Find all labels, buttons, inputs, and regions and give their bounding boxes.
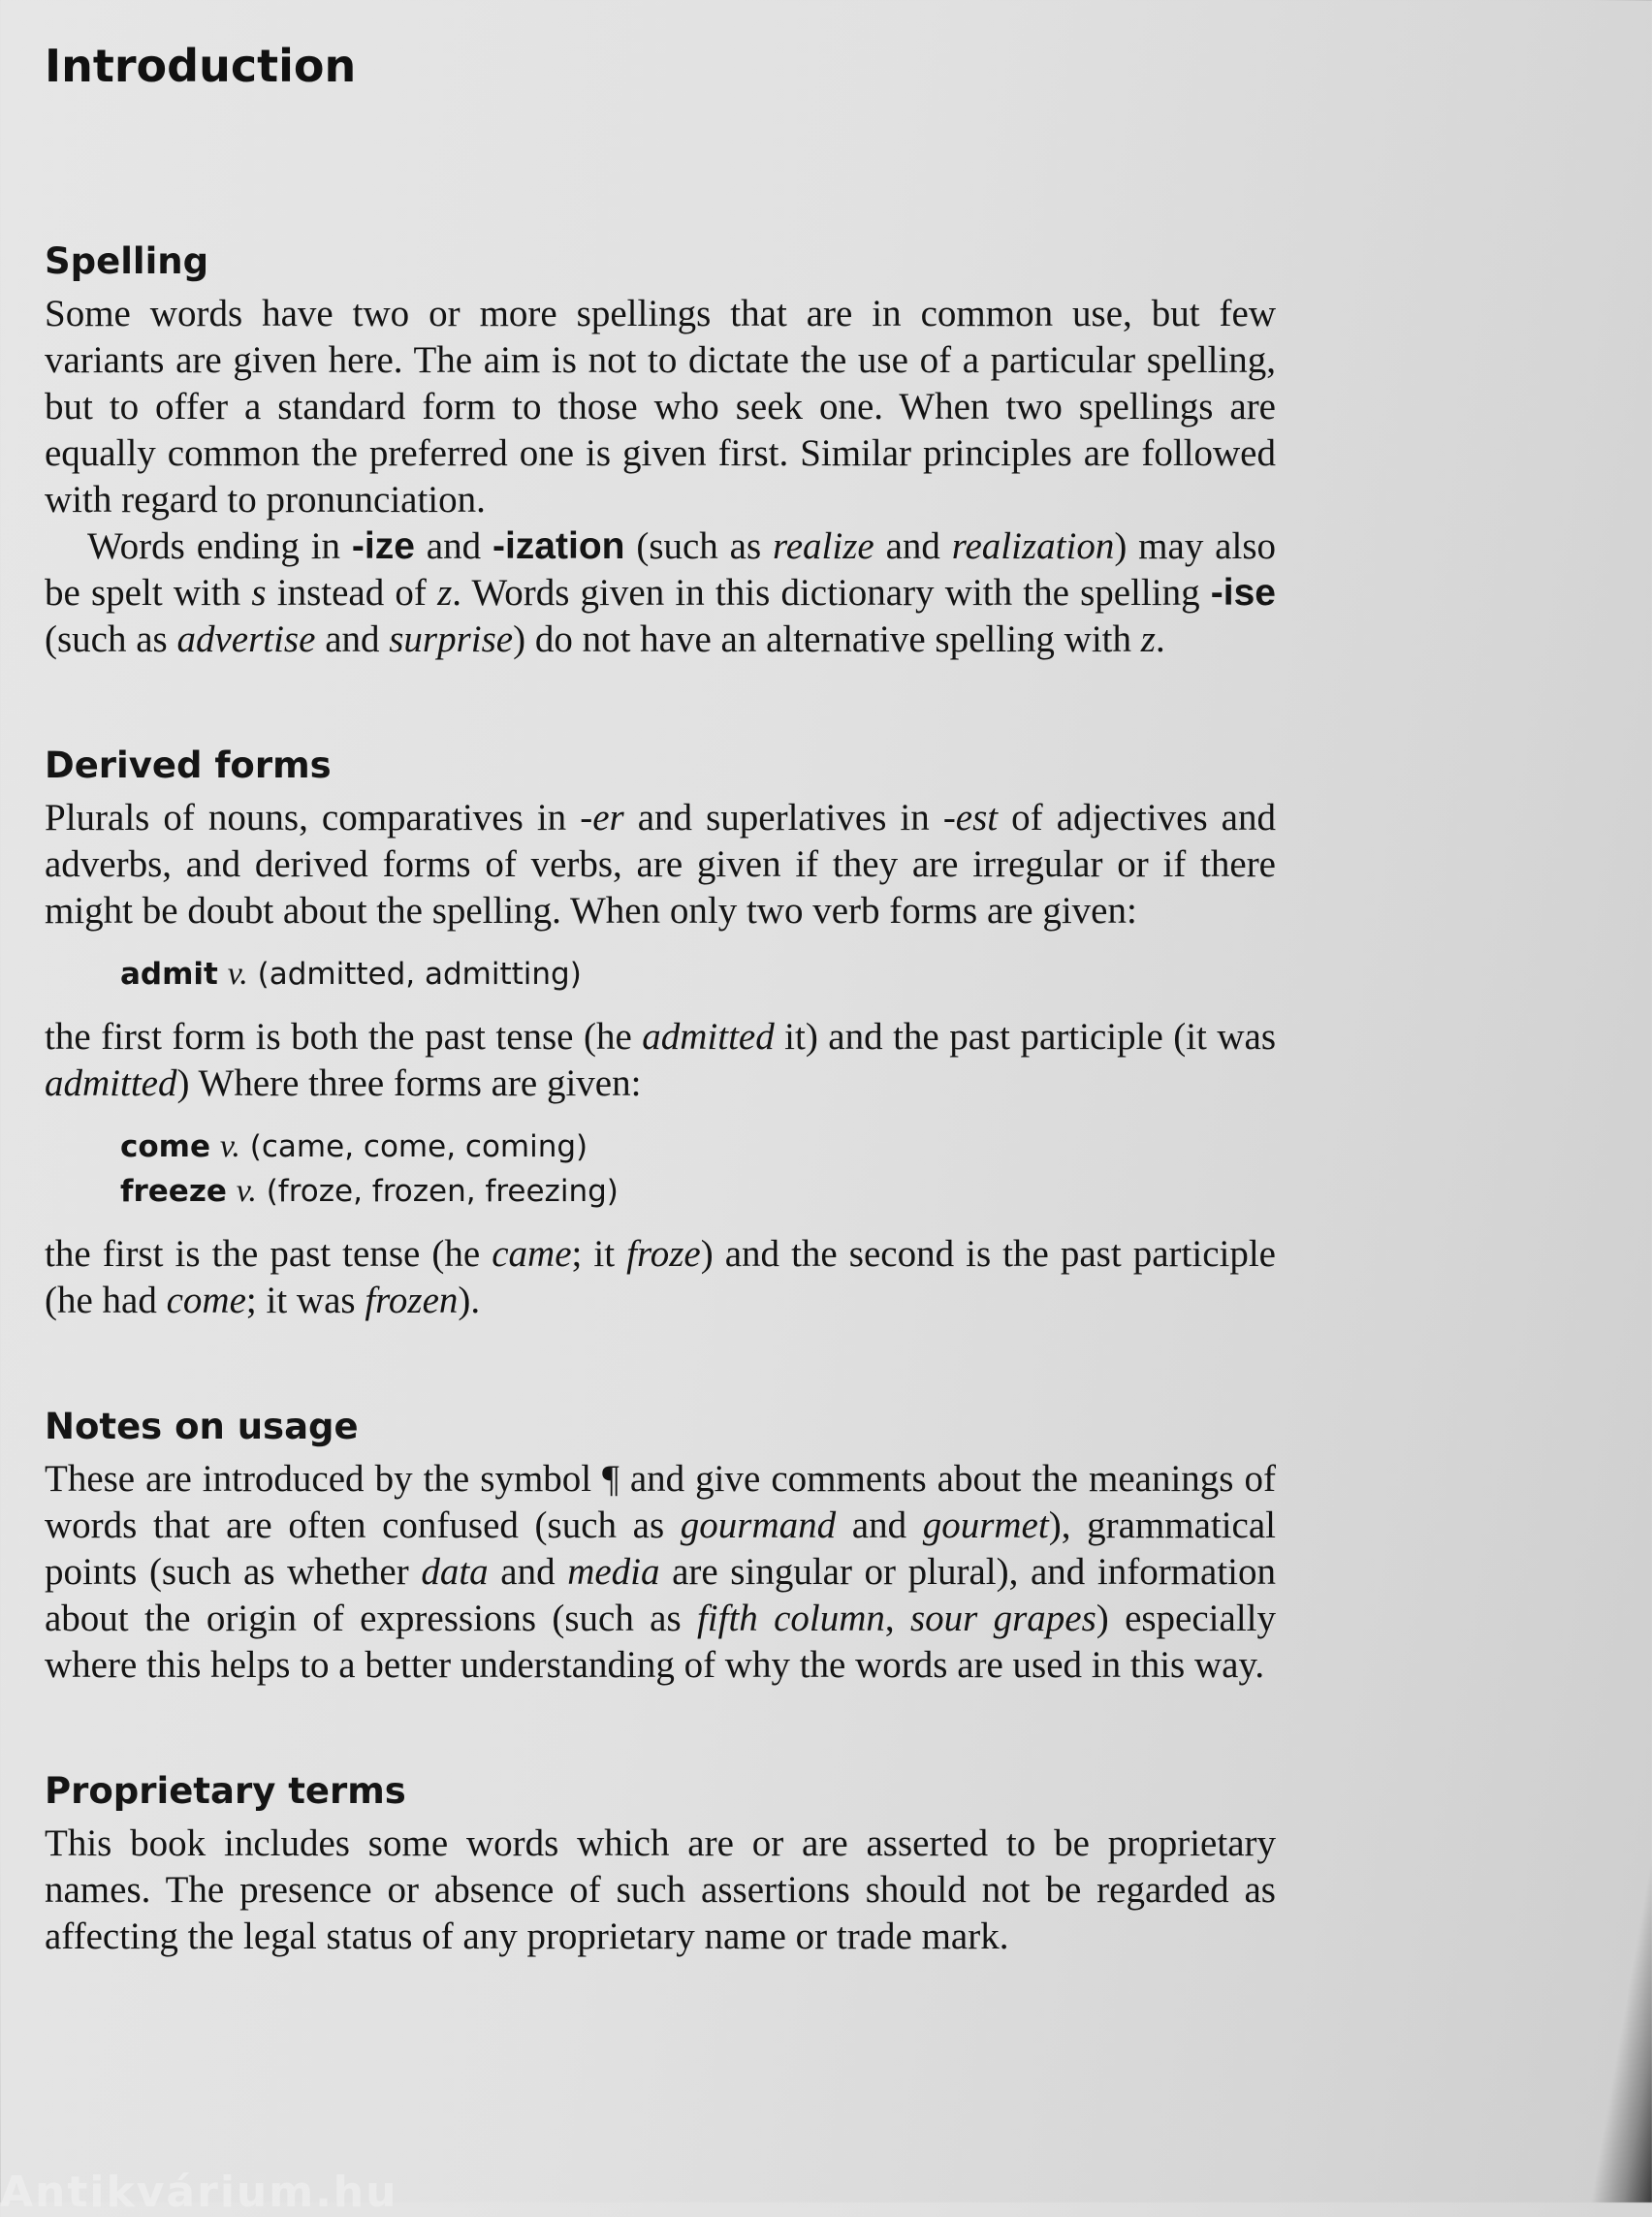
paragraph: Plurals of nouns, comparatives in -er and superlatives in -est of adjectives and adverbs, and derived forms of verbs, are given if they are irregular or if there might be doubt about the spelling. When only two verb forms are given: xyxy=(45,797,1276,932)
paragraph: the first is the past tense (he came; it froze) and the second is the past participle (he had come; it was frozen). xyxy=(45,1233,1276,1321)
headword: freeze xyxy=(120,1174,227,1209)
paragraph: Some words have two or more spellings that are in common use, but few variants are given here. The aim is not to dictate the use of a particular spelling, but to offer a standard form to those who seek one. When two spellings are equally common the preferred one is given first. Similar principles are followed with regard to pronunciation. xyxy=(45,293,1276,521)
paragraph: These are introduced by the symbol ¶ and give comments about the meanings of words that are often confused (such as gourmand and gourmet), grammatical points (such as whether data and media are singular or plural), and information about the origin of expressions (such as fifth column, sour grapes) especially where this helps to a better understanding of why the words are used in this way. xyxy=(45,1458,1276,1686)
verb-forms: (froze, frozen, freezing) xyxy=(266,1174,619,1209)
watermark: Antikvárium.hu xyxy=(0,2168,398,2217)
document-page xyxy=(45,37,1276,2040)
part-of-speech: v. xyxy=(236,1173,257,1209)
example-entries xyxy=(120,1124,1276,1214)
example-entry xyxy=(120,952,1276,997)
paragraph: This book includes some words which are or are asserted to be proprietary names. The presence or absence of such assertions should not be regarded as affecting the legal status of any proprietary name or trade mark. xyxy=(45,1822,1276,1957)
example-entry xyxy=(120,1124,1276,1169)
example-entry xyxy=(120,1169,1276,1214)
paragraph: Words ending in -ize and -ization (such as realize and realization) may also be spelt with s instead of z. Words given in this dictionary with the spelling -ise (such as advertise and surprise) do not have an alternative spelling with z. xyxy=(45,525,1277,660)
section-proprietary-terms xyxy=(45,1768,1276,1960)
section-heading: Proprietary terms xyxy=(45,1770,406,1812)
section-notes-on-usage xyxy=(45,1404,1276,1689)
part-of-speech: v. xyxy=(227,956,248,992)
section-heading: Derived forms xyxy=(45,744,332,786)
verb-forms: (came, come, coming) xyxy=(249,1129,588,1164)
page-title: Introduction xyxy=(45,40,357,92)
verb-forms: (admitted, admitting) xyxy=(257,957,582,992)
paragraph: the first form is both the past tense (he admitted it) and the past participle (it was admitted) Where three forms are given: xyxy=(45,1016,1276,1104)
section-heading: Notes on usage xyxy=(45,1406,359,1447)
headword: come xyxy=(120,1129,210,1164)
section-heading: Spelling xyxy=(45,240,209,282)
section-derived-forms xyxy=(45,743,1276,1324)
headword: admit xyxy=(120,957,218,992)
section-spelling xyxy=(45,238,1276,663)
part-of-speech: v. xyxy=(219,1128,240,1164)
